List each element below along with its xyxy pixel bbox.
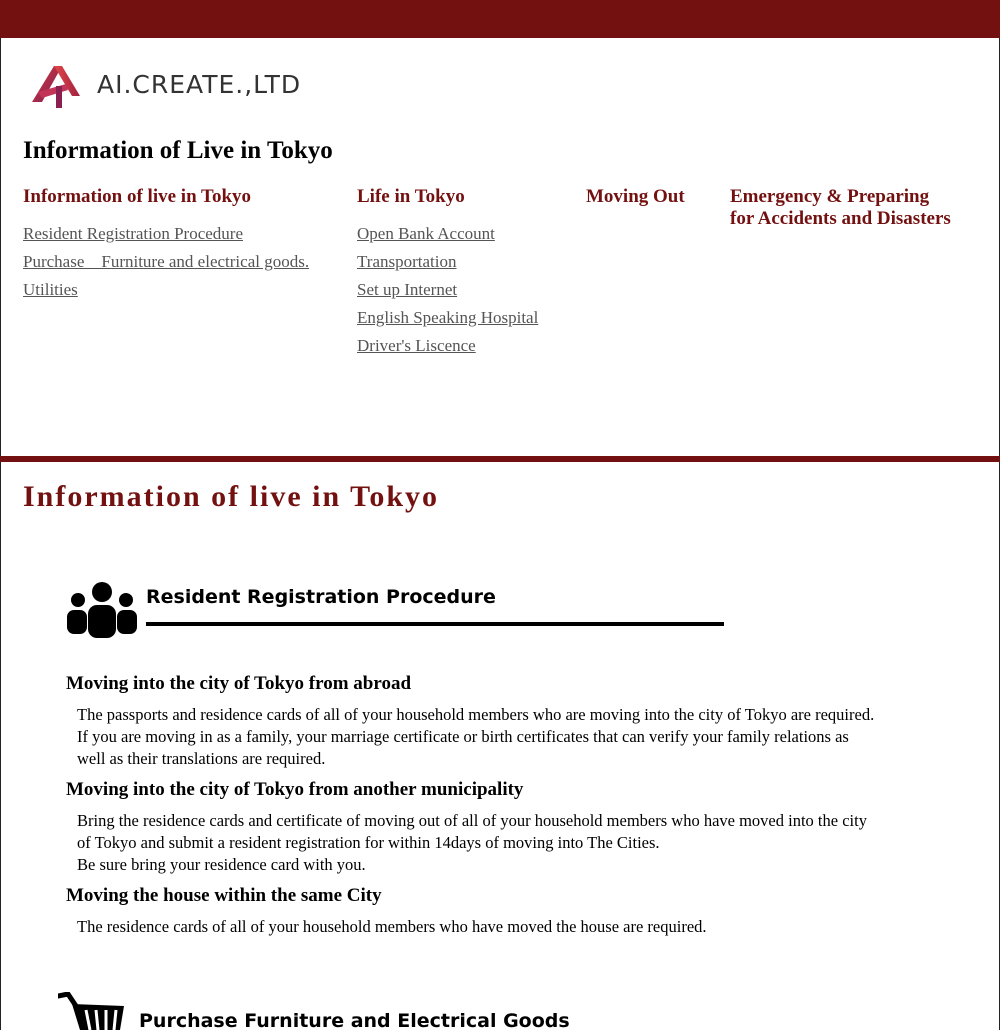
text-line: The passports and residence cards of all of your household members who are moving into the city of Tokyo are required. — [77, 705, 875, 724]
block-heading-from-municipality: Moving into the city of Tokyo from another municipality — [66, 779, 524, 800]
text-line: well as their translations are required. — [77, 749, 326, 768]
nav-link-internet[interactable]: Set up Internet — [357, 280, 458, 299]
nav-heading-life[interactable]: Life in Tokyo — [357, 186, 465, 207]
nav-link-hospital[interactable]: English Speaking Hospital — [357, 308, 539, 327]
purchase-furniture-title: Purchase Furniture and Electrical Goods — [139, 1010, 570, 1032]
nav-heading-emergency-line2: for Accidents and Disasters — [730, 208, 951, 229]
text-line: Bring the residence cards and certificate of moving out of all of your household members who have moved into the city — [77, 811, 867, 830]
block-text-from-municipality — [77, 810, 937, 876]
section-title: Information of live in Tokyo — [23, 480, 440, 513]
nav-column-life — [357, 186, 538, 360]
nav-link-utilities[interactable]: Utilities — [23, 280, 78, 299]
text-line: Be sure bring your residence card with you. — [77, 855, 366, 874]
nav-heading-emergency-line1: Emergency & Preparing — [730, 186, 930, 207]
ai-create-logo-icon[interactable] — [28, 62, 84, 110]
nav-heading-emergency[interactable] — [730, 186, 951, 230]
text-line: of Tokyo and submit a resident registration for within 14days of moving into The Cities. — [77, 833, 660, 852]
nav-link-transportation[interactable]: Transportation — [357, 252, 457, 271]
resident-registration-title: Resident Registration Procedure — [146, 586, 496, 608]
block-heading-same-city: Moving the house within the same City — [66, 885, 382, 906]
company-name: AI.CREATE.,LTD — [97, 70, 302, 99]
nav-column-information — [23, 186, 309, 304]
nav-link-bank-account[interactable]: Open Bank Account — [357, 224, 495, 243]
block-heading-from-abroad: Moving into the city of Tokyo from abroad — [66, 673, 412, 694]
nav-link-drivers-licence[interactable]: Driver's Liscence — [357, 336, 476, 355]
nav-link-resident-registration[interactable]: Resident Registration Procedure — [23, 224, 244, 243]
people-group-icon — [66, 580, 138, 638]
shopping-cart-icon — [58, 992, 126, 1030]
nav-column-moving-out — [586, 186, 685, 220]
block-text-same-city — [77, 916, 937, 938]
nav-link-purchase-furniture[interactable]: Purchase Furniture and electrical goods. — [23, 252, 310, 271]
nav-heading-information[interactable]: Information of live in Tokyo — [23, 186, 252, 207]
text-line: If you are moving in as a family, your marriage certificate or birth certificates that can verify your family relations as — [77, 727, 849, 746]
text-line: The residence cards of all of your household members who have moved the house are required. — [77, 917, 707, 936]
top-bar — [0, 0, 1000, 38]
nav-heading-moving-out[interactable]: Moving Out — [586, 186, 685, 207]
nav-column-emergency — [730, 186, 951, 242]
site-title: Information of Live in Tokyo — [23, 137, 333, 164]
title-underline — [146, 622, 724, 626]
block-text-from-abroad — [77, 704, 937, 770]
